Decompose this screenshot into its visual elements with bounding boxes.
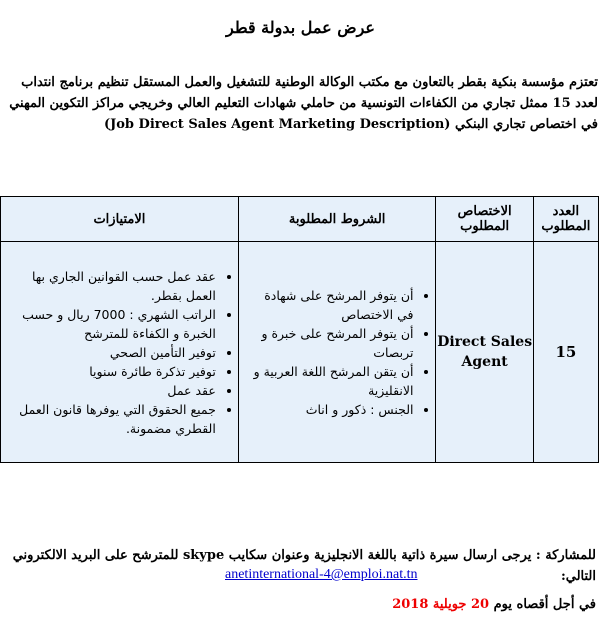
header-count: العدد المطلوب <box>533 197 598 242</box>
benefit-item: • عقد عمل حسب القوانين الجاري بها العمل بقطر. <box>7 267 216 305</box>
benefit-item: • عقد عمل <box>7 381 216 400</box>
condition-item: • أن يتوفر المرشح على خبرة و تربصات <box>245 324 414 362</box>
table-row <box>1 242 599 463</box>
condition-item: • أن يتوفر المرشح على شهادة في الاختصاص <box>245 286 414 324</box>
benefit-item: • توفير تذكرة طائرة سنويا <box>7 362 216 381</box>
cell-benefits <box>1 242 239 463</box>
table-header-row <box>1 197 599 242</box>
condition-item: • أن يتقن المرشح اللغة العربية و الانقليزية <box>245 362 414 400</box>
conditions-list <box>239 286 436 419</box>
header-specialty: الاختصاص المطلوب <box>436 197 533 242</box>
benefit-item: • جميع الحقوق التي يوفرها قانون العمل القطري مضمونة. <box>7 400 216 438</box>
intro-text: تعتزم مؤسسة بنكية بقطر بالتعاون مع مكتب الوكالة الوطنية للتشغيل والعمل المستقل تنظيم برنامج انتداب لعدد 15 ممثل تجاري من الكفاءات التونسية من حاملي شهادات التعليم العالي وخريجي مراكز التكوين المهني في اختصاص تجاري البنكي <box>9 75 598 132</box>
benefit-item: • توفير التأمين الصحي <box>7 343 216 362</box>
cell-conditions <box>238 242 436 463</box>
job-offer-table <box>0 196 599 463</box>
page-title: عرض عمل بدولة قطر <box>226 18 375 37</box>
header-benefits: الامتيازات <box>1 197 239 242</box>
cell-count: 15 <box>533 242 598 463</box>
intro-job-title: (Job Direct Sales Agent Marketing Description) <box>103 117 451 132</box>
intro-paragraph <box>6 72 598 135</box>
condition-item: • الجنس : ذكور و اناث <box>245 400 414 419</box>
participation-instructions: للمشاركة : يرجى ارسال سيرة ذاتية باللغة الانجليزية وعنوان سكايب skype للمترشح على البريد الالكتروني التالي: <box>12 548 596 584</box>
benefits-list <box>1 267 238 438</box>
deadline-prefix: في أجل أقصاه يوم <box>493 597 596 612</box>
benefit-item: • الراتب الشهري : 7000 ريال و حسب الخبرة و الكفاءة للمترشح <box>7 305 216 343</box>
header-conditions: الشروط المطلوبة <box>238 197 436 242</box>
deadline-date: 20 جويلية 2018 <box>392 597 490 612</box>
cell-specialty: Direct Sales Agent <box>436 242 533 463</box>
contact-email-link[interactable]: anetinternational-4@emploi.nat.tn <box>225 567 418 582</box>
deadline-line <box>6 597 596 612</box>
